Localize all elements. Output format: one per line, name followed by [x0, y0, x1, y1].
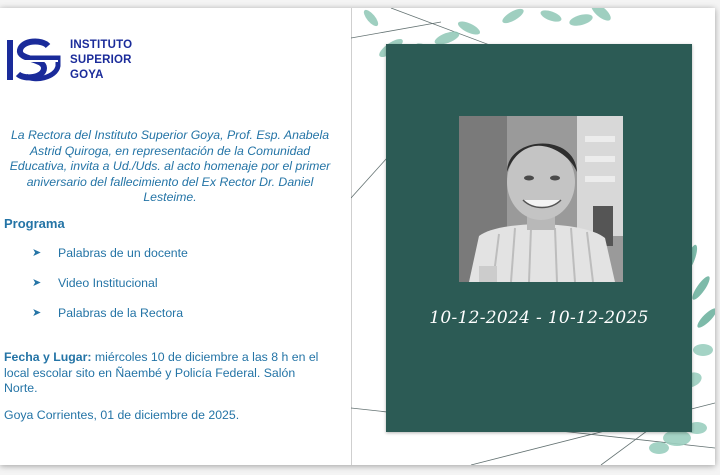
program-item-label: Palabras de la Rectora: [58, 306, 184, 320]
logo-wordmark: [70, 38, 132, 83]
portrait-photo: [459, 116, 623, 282]
logo-line-3: GOYA: [70, 69, 104, 81]
program-item-label: Video Institucional: [58, 276, 158, 290]
logo-line-2: SUPERIOR: [70, 54, 132, 66]
program-title: Programa: [4, 216, 65, 231]
invitation-text: La Rectora del Instituto Superior Goya, Prof. Esp. Anabela Astrid Quiroga, en representación de la Comunidad Educativa, invita a Ud./Uds. al acto homenaje por el primer aniversario del fallecimiento del Ex Rector Dr. Daniel Lesteime.: [9, 128, 331, 204]
date-and-place-label: Fecha y Lugar:: [4, 350, 92, 364]
institute-logo-icon: [4, 36, 62, 84]
arrow-bullet-icon: ➤: [32, 277, 42, 289]
arrow-bullet-icon: ➤: [32, 307, 42, 319]
date-and-place: [4, 350, 332, 397]
program-item-label: Palabras de un docente: [58, 246, 188, 260]
date-and-place-text: miércoles 10 de diciembre a las 8 h en el local escolar sito en Ñaembé y Policía Federal. Salón Norte.: [4, 350, 319, 395]
memorial-dates: 10-12-2024 - 10-12-2025: [429, 308, 649, 328]
place-date-line: Goya Corrientes, 01 de diciembre de 2025.: [4, 408, 240, 422]
arrow-bullet-icon: ➤: [32, 247, 42, 259]
logo-line-1: INSTITUTO: [70, 39, 133, 51]
